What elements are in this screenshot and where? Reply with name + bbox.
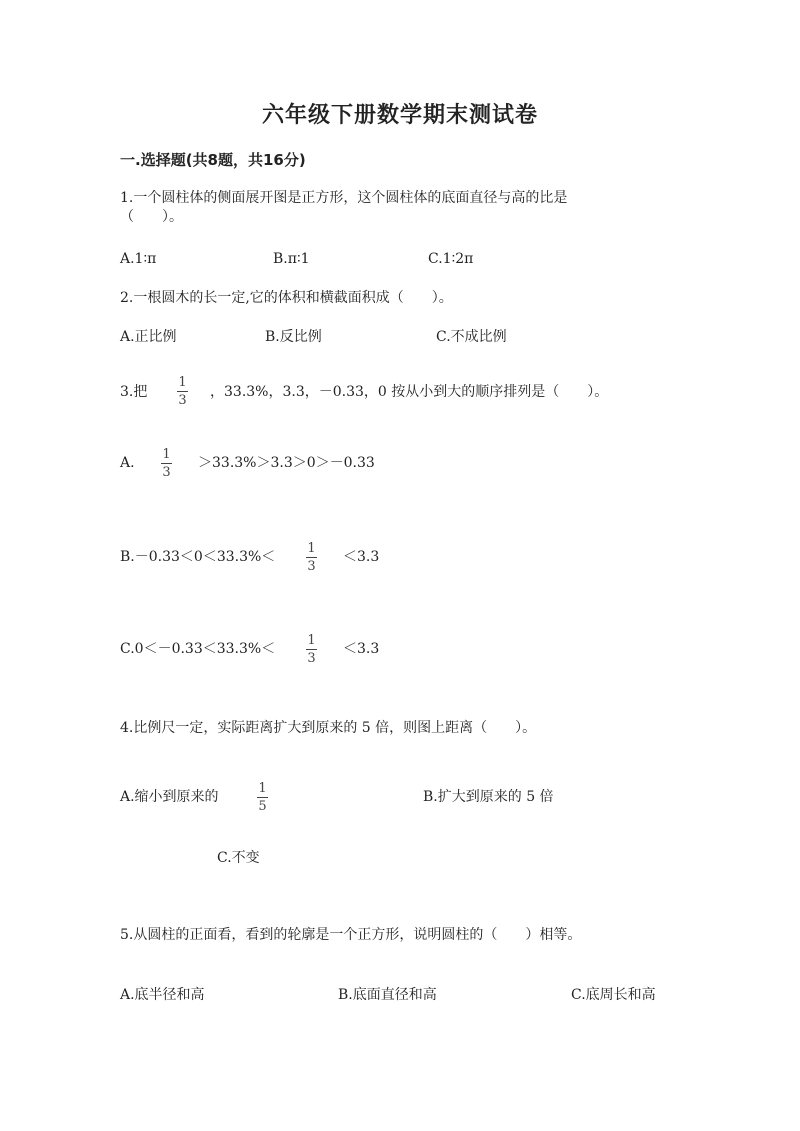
question-1-option-a: A.1∶π <box>120 251 157 267</box>
question-5-option-b: B.底面直径和高 <box>338 987 437 1003</box>
question-3-option-b-fraction <box>306 542 317 573</box>
fraction-denominator: 3 <box>162 465 171 480</box>
question-5-option-a: A.底半径和高 <box>120 987 205 1003</box>
question-3-option-c-left: C.0＜－0.33＜33.3%＜ <box>120 641 276 657</box>
question-3-prefix: 3.把 <box>120 384 148 400</box>
question-3-option-a-label: A. <box>120 455 135 471</box>
question-1-text: 1.一个圆柱体的侧面展开图是正方形，这个圆柱体的底面直径与高的比是 <box>120 190 568 206</box>
fraction-numerator: 1 <box>178 375 187 390</box>
fraction-denominator: 3 <box>307 651 316 666</box>
question-3-option-c-right: ＜3.3 <box>343 641 380 657</box>
question-2-option-c: C.不成比例 <box>436 329 507 345</box>
question-1-option-b: B.π∶1 <box>273 251 310 267</box>
question-3-fraction <box>177 376 188 407</box>
fraction-numerator: 1 <box>258 781 267 796</box>
fraction-denominator: 3 <box>178 393 187 408</box>
question-2-option-b: B.反比例 <box>265 329 322 345</box>
question-3-option-b-right: ＜3.3 <box>343 549 380 565</box>
question-5-option-c: C.底周长和高 <box>571 987 656 1003</box>
question-4-option-a-fraction <box>257 782 268 813</box>
fraction-numerator: 1 <box>307 633 316 648</box>
question-5-text: 5.从圆柱的正面看，看到的轮廓是一个正方形，说明圆柱的（ ）相等。 <box>120 927 582 943</box>
question-4-option-a: A.缩小到原来的 <box>120 789 219 805</box>
question-1-option-c: C.1∶2π <box>428 251 474 267</box>
question-3-option-b-left: B.－0.33＜0＜33.3%＜ <box>120 549 276 565</box>
question-4-option-b: B.扩大到原来的 5 倍 <box>423 789 554 805</box>
fraction-numerator: 1 <box>307 541 316 556</box>
fraction-denominator: 3 <box>307 559 316 574</box>
page-title: 六年级下册数学期末测试卷 <box>261 103 538 128</box>
question-4-text: 4.比例尺一定，实际距离扩大到原来的 5 倍，则图上距离（ ）。 <box>120 720 537 736</box>
fraction-denominator: 5 <box>258 799 267 814</box>
question-1-blank: （ ）。 <box>120 209 183 225</box>
question-2-text: 2.一根圆木的长一定,它的体积和横截面积成（ ）。 <box>120 290 453 306</box>
question-3-option-a-fraction <box>161 448 172 479</box>
section-heading: 一.选择题(共8题，共16分) <box>120 151 306 169</box>
question-2-option-a: A.正比例 <box>120 329 177 345</box>
fraction-numerator: 1 <box>162 447 171 462</box>
question-3-text: ，33.3%，3.3，－0.33，0 按从小到大的顺序排列是（ ）。 <box>210 384 609 400</box>
question-3-option-a-text: ＞33.3%＞3.3＞0＞－0.33 <box>198 455 375 471</box>
question-4-option-c: C.不变 <box>217 850 260 866</box>
question-3-option-c-fraction <box>306 634 317 665</box>
